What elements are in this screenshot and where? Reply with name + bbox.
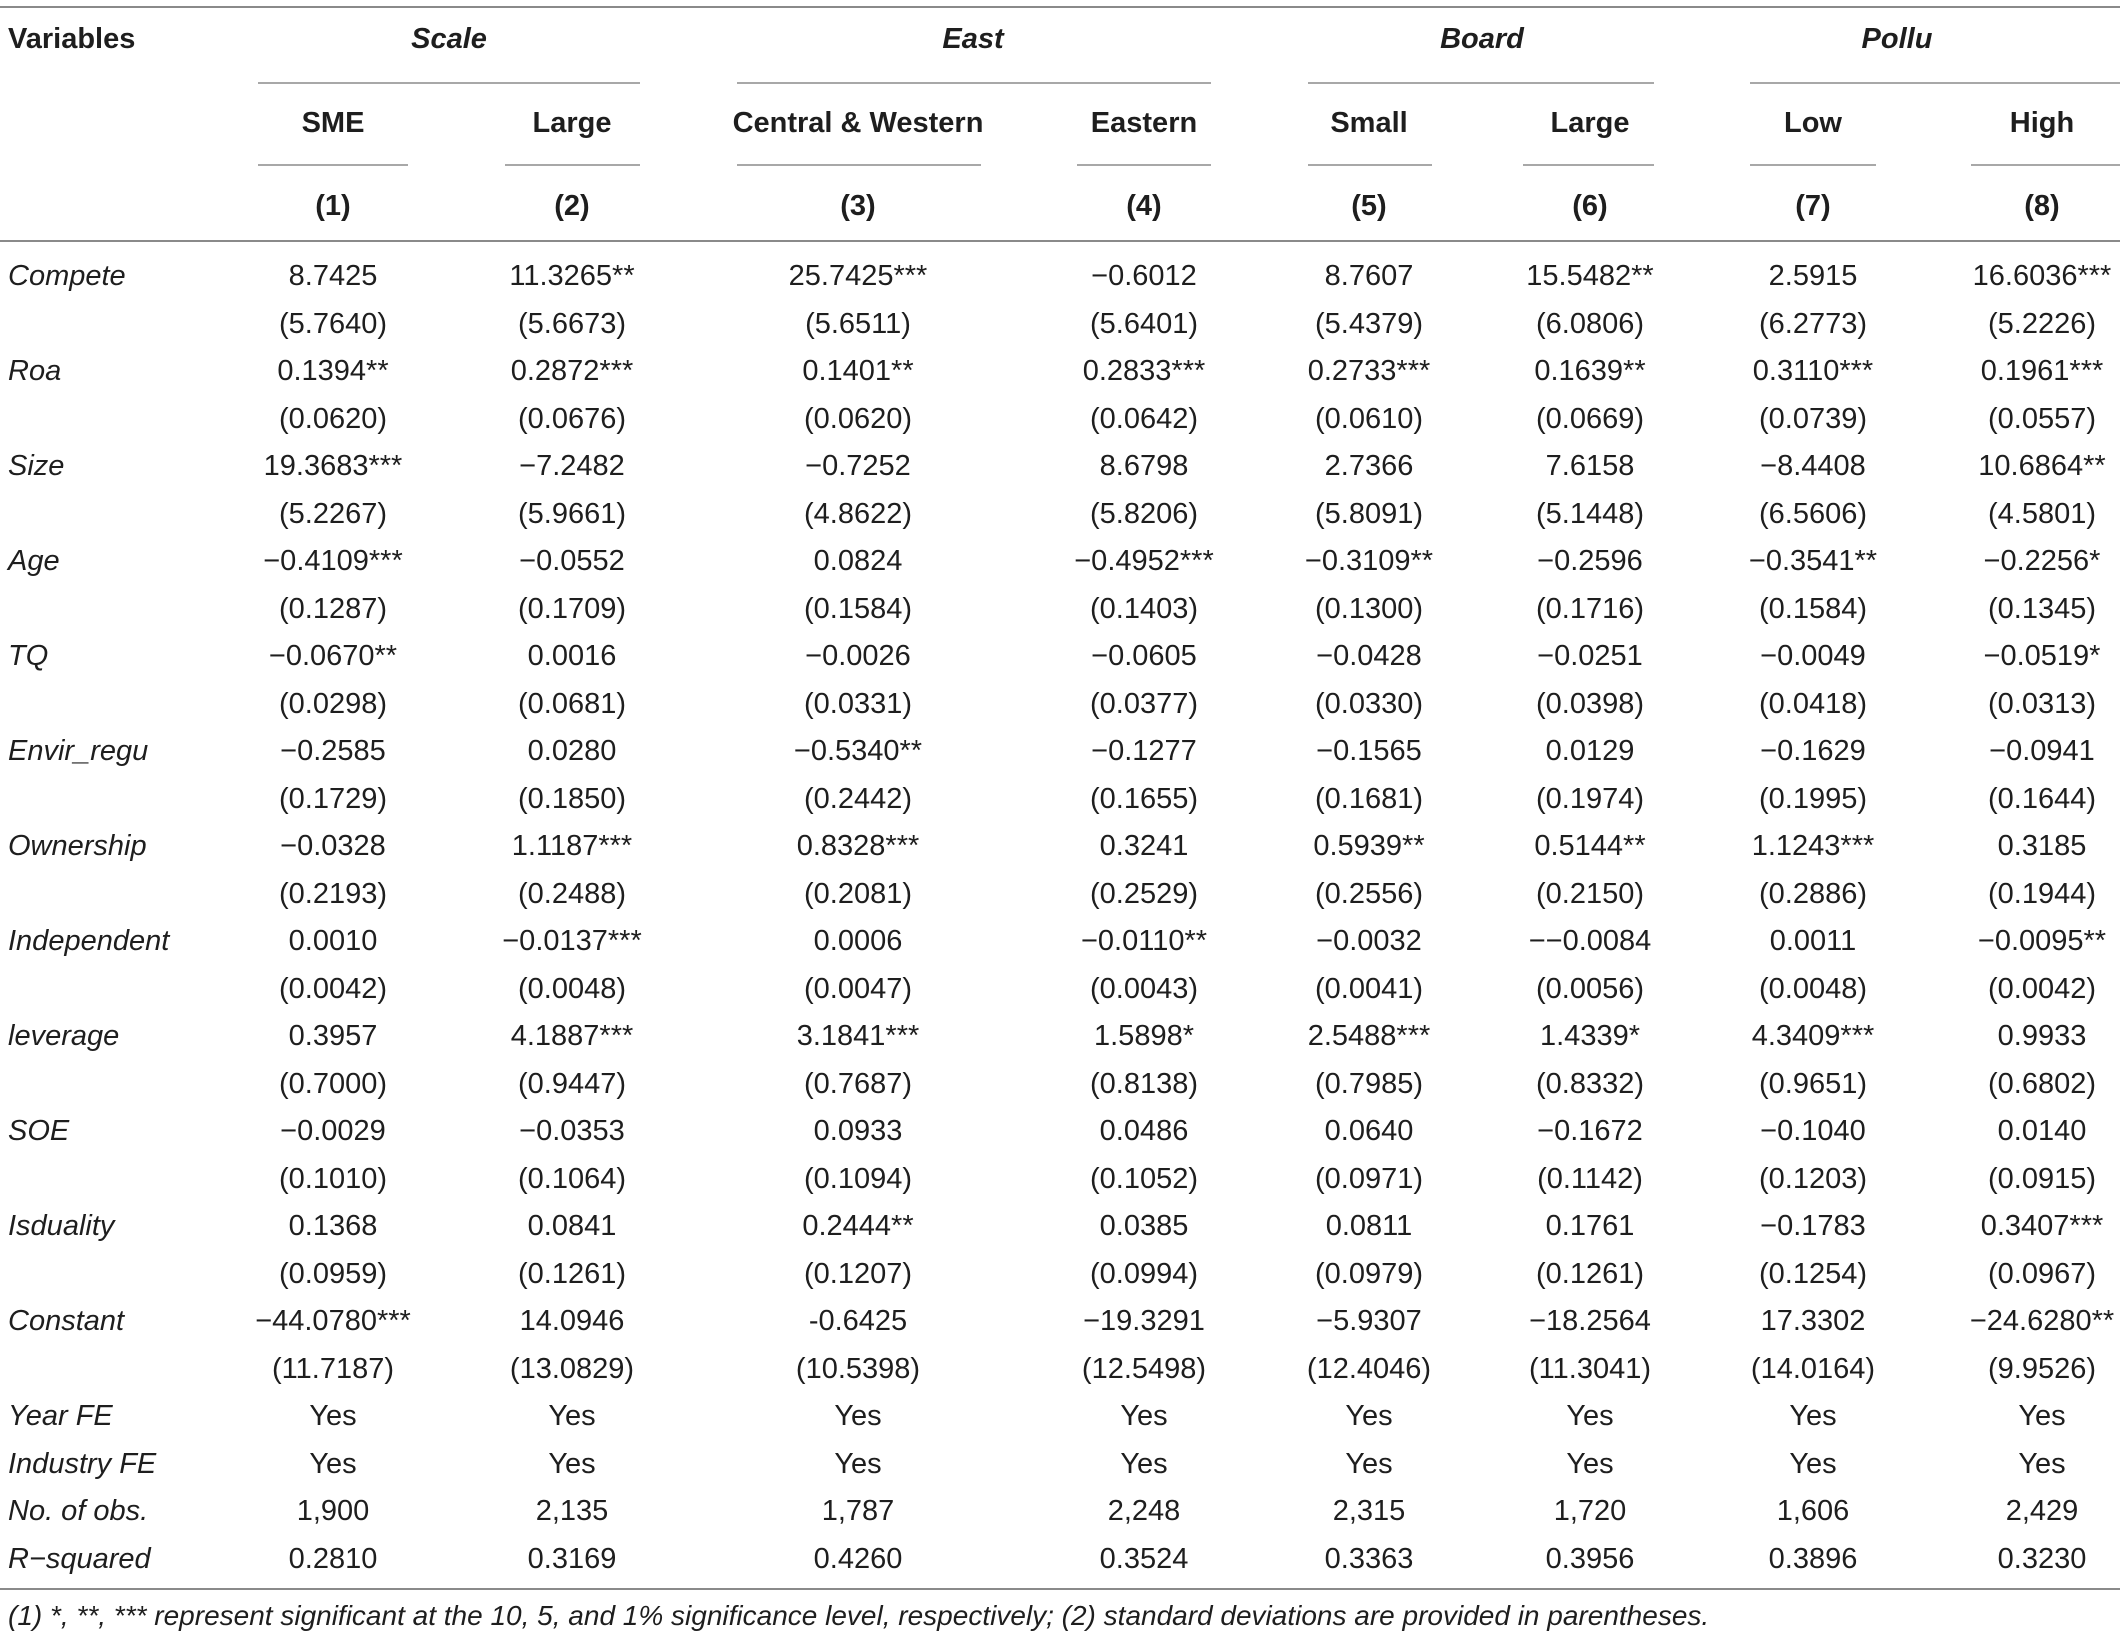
std-error-cell: (0.1403) xyxy=(1089,593,1199,625)
std-error-cell: (0.1261) xyxy=(517,1258,627,1290)
std-error-cell: (14.0164) xyxy=(1750,1353,1876,1385)
coefficient-cell: 2.7366 xyxy=(1324,450,1414,482)
coefficient-cell: −0.5340** xyxy=(793,735,923,767)
col-number-8: (8) xyxy=(2024,190,2060,222)
coefficient-cell: −0.0251 xyxy=(1537,640,1643,672)
std-error-cell: (0.1287) xyxy=(278,593,388,625)
std-error-cell: (5.2267) xyxy=(278,498,388,530)
std-error-cell: (0.7000) xyxy=(278,1068,388,1100)
coefficient-cell: −0.0026 xyxy=(805,640,911,672)
col-number-6: (6) xyxy=(1572,190,1608,222)
subgroup-small: Small xyxy=(1330,107,1408,139)
coefficient-cell: 0.0280 xyxy=(527,735,617,767)
std-error-cell: (5.6673) xyxy=(517,308,627,340)
coefficient-cell: −0.0519* xyxy=(1983,640,2101,672)
summary-cell: 1,606 xyxy=(1776,1495,1850,1527)
coefficient-cell: 7.6158 xyxy=(1545,450,1635,482)
std-error-cell: (0.1300) xyxy=(1314,593,1424,625)
summary-cell: Yes xyxy=(834,1448,882,1480)
coefficient-cell: 0.2733*** xyxy=(1307,355,1431,387)
summary-cell: 1,787 xyxy=(821,1495,895,1527)
summary-cell: Yes xyxy=(548,1448,596,1480)
coefficient-cell: −44.0780*** xyxy=(255,1305,411,1337)
std-error-cell: (0.0043) xyxy=(1089,973,1199,1005)
std-error-cell: (0.0398) xyxy=(1535,688,1645,720)
row-label: leverage xyxy=(8,1020,120,1052)
coefficient-cell: 15.5482** xyxy=(1526,260,1654,292)
coefficient-cell: −0.3109** xyxy=(1304,545,1434,577)
std-error-cell: (0.0979) xyxy=(1314,1258,1424,1290)
coefficient-cell: 0.1401** xyxy=(802,355,914,387)
std-error-cell: (0.0313) xyxy=(1987,688,2097,720)
summary-cell: 0.2810 xyxy=(288,1543,378,1575)
group-header-board: Board xyxy=(1440,23,1524,55)
std-error-cell: (4.8622) xyxy=(803,498,913,530)
coefficient-cell: 25.7425*** xyxy=(788,260,928,292)
subgroup-rule-2 xyxy=(505,164,640,166)
summary-cell: Yes xyxy=(1566,1400,1614,1432)
std-error-cell: (0.1584) xyxy=(803,593,913,625)
std-error-cell: (0.1709) xyxy=(517,593,627,625)
std-error-cell: (5.2226) xyxy=(1987,308,2097,340)
std-error-cell: (0.0041) xyxy=(1314,973,1424,1005)
group-rule-scale xyxy=(258,82,640,84)
coefficient-cell: 16.6036*** xyxy=(1972,260,2112,292)
std-error-cell: (6.5606) xyxy=(1758,498,1868,530)
subgroup-rule-6 xyxy=(1523,164,1654,166)
row-label: Roa xyxy=(8,355,62,387)
std-error-cell: (0.0669) xyxy=(1535,403,1645,435)
std-error-cell: (0.0642) xyxy=(1089,403,1199,435)
coefficient-cell: 0.1639** xyxy=(1534,355,1646,387)
coefficient-cell: 0.8328*** xyxy=(796,830,920,862)
coefficient-cell: −0.1565 xyxy=(1316,735,1422,767)
coefficient-cell: 19.3683*** xyxy=(263,450,403,482)
coefficient-cell: 2.5915 xyxy=(1768,260,1858,292)
coefficient-cell: 0.1961*** xyxy=(1980,355,2104,387)
std-error-cell: (5.8091) xyxy=(1314,498,1424,530)
summary-cell: 0.3524 xyxy=(1099,1543,1189,1575)
std-error-cell: (0.0048) xyxy=(1758,973,1868,1005)
std-error-cell: (0.0620) xyxy=(278,403,388,435)
std-error-cell: (4.5801) xyxy=(1987,498,2097,530)
coefficient-cell: 0.5144** xyxy=(1534,830,1646,862)
std-error-cell: (0.0377) xyxy=(1089,688,1199,720)
std-error-cell: (0.0047) xyxy=(803,973,913,1005)
coefficient-cell: -0.6425 xyxy=(808,1305,908,1337)
coefficient-cell: −5.9307 xyxy=(1316,1305,1422,1337)
std-error-cell: (0.1850) xyxy=(517,783,627,815)
summary-cell: 2,248 xyxy=(1107,1495,1181,1527)
coefficient-cell: −0.0428 xyxy=(1316,640,1422,672)
summary-cell: 0.3363 xyxy=(1324,1543,1414,1575)
col-number-5: (5) xyxy=(1351,190,1387,222)
summary-cell: Yes xyxy=(309,1400,357,1432)
summary-cell: 2,315 xyxy=(1332,1495,1406,1527)
std-error-cell: (0.0620) xyxy=(803,403,913,435)
coefficient-cell: 0.0824 xyxy=(813,545,903,577)
std-error-cell: (0.2150) xyxy=(1535,878,1645,910)
coefficient-cell: −0.0032 xyxy=(1316,925,1422,957)
std-error-cell: (12.5498) xyxy=(1081,1353,1207,1385)
coefficient-cell: −0.2585 xyxy=(280,735,386,767)
subgroup-rule-4 xyxy=(1077,164,1211,166)
coefficient-cell: 0.3407*** xyxy=(1980,1210,2104,1242)
std-error-cell: (0.1094) xyxy=(803,1163,913,1195)
summary-cell: 0.3956 xyxy=(1545,1543,1635,1575)
coefficient-cell: 0.1394** xyxy=(277,355,389,387)
coefficient-cell: 0.3957 xyxy=(288,1020,378,1052)
summary-cell: 1,900 xyxy=(296,1495,370,1527)
coefficient-cell: 0.0010 xyxy=(288,925,378,957)
std-error-cell: (0.8332) xyxy=(1535,1068,1645,1100)
std-error-cell: (0.2886) xyxy=(1758,878,1868,910)
coefficient-cell: 0.0129 xyxy=(1545,735,1635,767)
coefficient-cell: −7.2482 xyxy=(519,450,625,482)
coefficient-cell: 0.0140 xyxy=(1997,1115,2087,1147)
coefficient-cell: −0.1040 xyxy=(1760,1115,1866,1147)
subgroup-rule-5 xyxy=(1308,164,1432,166)
coefficient-cell: −24.6280** xyxy=(1969,1305,2115,1337)
group-header-scale: Scale xyxy=(411,23,487,55)
std-error-cell: (0.1584) xyxy=(1758,593,1868,625)
coefficient-cell: 10.6864** xyxy=(1978,450,2106,482)
coefficient-cell: −0.4109*** xyxy=(263,545,403,577)
coefficient-cell: −0.0137*** xyxy=(502,925,642,957)
summary-cell: 2,429 xyxy=(2005,1495,2079,1527)
coefficient-cell: 17.3302 xyxy=(1760,1305,1866,1337)
std-error-cell: (5.8206) xyxy=(1089,498,1199,530)
std-error-cell: (0.9651) xyxy=(1758,1068,1868,1100)
std-error-cell: (6.2773) xyxy=(1758,308,1868,340)
coefficient-cell: 0.0933 xyxy=(813,1115,903,1147)
coefficient-cell: −0.1672 xyxy=(1537,1115,1643,1147)
coefficient-cell: −0.7252 xyxy=(805,450,911,482)
summary-cell: Yes xyxy=(1566,1448,1614,1480)
subgroup-large-board: Large xyxy=(1550,107,1630,139)
coefficient-cell: 0.2444** xyxy=(802,1210,914,1242)
std-error-cell: (0.1207) xyxy=(803,1258,913,1290)
summary-cell: 0.3230 xyxy=(1997,1543,2087,1575)
std-error-cell: (0.0994) xyxy=(1089,1258,1199,1290)
coefficient-cell: −0.4952*** xyxy=(1074,545,1214,577)
coefficient-cell: 11.3265** xyxy=(509,260,635,292)
std-error-cell: (0.0610) xyxy=(1314,403,1424,435)
coefficient-cell: 2.5488*** xyxy=(1307,1020,1431,1052)
coefficient-cell: 0.0841 xyxy=(527,1210,617,1242)
coefficient-cell: 3.1841*** xyxy=(796,1020,920,1052)
std-error-cell: (0.0331) xyxy=(803,688,913,720)
std-error-cell: (0.1203) xyxy=(1758,1163,1868,1195)
std-error-cell: (0.1064) xyxy=(517,1163,627,1195)
coefficient-cell: 0.0385 xyxy=(1099,1210,1189,1242)
coefficient-cell: 4.3409*** xyxy=(1751,1020,1875,1052)
coefficient-cell: −0.0353 xyxy=(519,1115,625,1147)
coefficient-cell: −8.4408 xyxy=(1760,450,1866,482)
coefficient-cell: 0.0486 xyxy=(1099,1115,1189,1147)
std-error-cell: (0.1716) xyxy=(1535,593,1645,625)
std-error-cell: (0.0959) xyxy=(278,1258,388,1290)
summary-row-label: Year FE xyxy=(8,1400,113,1432)
std-error-cell: (0.1254) xyxy=(1758,1258,1868,1290)
coefficient-cell: −0.0029 xyxy=(280,1115,386,1147)
subgroup-eastern: Eastern xyxy=(1090,107,1198,139)
std-error-cell: (0.1052) xyxy=(1089,1163,1199,1195)
subgroup-sme: SME xyxy=(301,107,365,139)
std-error-cell: (5.6511) xyxy=(805,308,911,340)
coefficient-cell: 0.3185 xyxy=(1997,830,2087,862)
std-error-cell: (0.0048) xyxy=(517,973,627,1005)
std-error-cell: (0.8138) xyxy=(1089,1068,1199,1100)
coefficient-cell: −0.1783 xyxy=(1760,1210,1866,1242)
std-error-cell: (9.9526) xyxy=(1987,1353,2097,1385)
std-error-cell: (5.6401) xyxy=(1089,308,1199,340)
summary-row-label: No. of obs. xyxy=(8,1495,149,1527)
coefficient-cell: 0.1761 xyxy=(1545,1210,1635,1242)
coefficient-cell: 0.2833*** xyxy=(1082,355,1206,387)
coefficient-cell: −0.0328 xyxy=(280,830,386,862)
variables-header: Variables xyxy=(8,23,136,55)
table-bottom-rule xyxy=(0,1588,2120,1590)
coefficient-cell: −0.1277 xyxy=(1091,735,1197,767)
col-number-4: (4) xyxy=(1126,190,1162,222)
std-error-cell: (0.2442) xyxy=(803,783,913,815)
coefficient-cell: 1.1187*** xyxy=(511,830,633,862)
std-error-cell: (0.0557) xyxy=(1987,403,2097,435)
std-error-cell: (0.1944) xyxy=(1987,878,2097,910)
std-error-cell: (0.1142) xyxy=(1537,1163,1643,1195)
col-number-7: (7) xyxy=(1795,190,1831,222)
coefficient-cell: −0.6012 xyxy=(1091,260,1197,292)
row-label: TQ xyxy=(8,640,49,672)
std-error-cell: (0.0676) xyxy=(517,403,627,435)
coefficient-cell: 14.0946 xyxy=(519,1305,625,1337)
group-rule-pollu xyxy=(1750,82,2120,84)
coefficient-cell: −0.0110** xyxy=(1080,925,1208,957)
coefficient-cell: 0.0006 xyxy=(813,925,903,957)
summary-cell: 2,135 xyxy=(535,1495,609,1527)
std-error-cell: (10.5398) xyxy=(795,1353,921,1385)
summary-cell: 0.3169 xyxy=(527,1543,617,1575)
row-label: Independent xyxy=(8,925,170,957)
coefficient-cell: 8.7425 xyxy=(288,260,378,292)
coefficient-cell: −18.2564 xyxy=(1529,1305,1651,1337)
coefficient-cell: 0.0811 xyxy=(1325,1210,1413,1242)
group-header-pollu: Pollu xyxy=(1861,23,1933,55)
std-error-cell: (13.0829) xyxy=(509,1353,635,1385)
std-error-cell: (0.0330) xyxy=(1314,688,1424,720)
std-error-cell: (0.7985) xyxy=(1314,1068,1424,1100)
summary-cell: Yes xyxy=(1120,1448,1168,1480)
std-error-cell: (0.6802) xyxy=(1987,1068,2097,1100)
std-error-cell: (5.9661) xyxy=(517,498,627,530)
summary-cell: Yes xyxy=(2018,1448,2066,1480)
row-label: Size xyxy=(8,450,65,482)
header-bottom-rule xyxy=(0,240,2120,242)
summary-cell: Yes xyxy=(309,1448,357,1480)
group-rule-board xyxy=(1308,82,1654,84)
std-error-cell: (0.0971) xyxy=(1314,1163,1424,1195)
std-error-cell: (0.0739) xyxy=(1758,403,1868,435)
std-error-cell: (0.0298) xyxy=(278,688,388,720)
row-label: Age xyxy=(8,545,60,577)
summary-cell: 1,720 xyxy=(1553,1495,1627,1527)
coefficient-cell: −0.2596 xyxy=(1537,545,1643,577)
coefficient-cell: 0.3110*** xyxy=(1752,355,1874,387)
table-top-rule xyxy=(0,6,2120,8)
row-label: Ownership xyxy=(8,830,147,862)
coefficient-cell: 0.2872*** xyxy=(510,355,634,387)
col-number-3: (3) xyxy=(840,190,876,222)
coefficient-cell: −19.3291 xyxy=(1083,1305,1205,1337)
coefficient-cell: 8.6798 xyxy=(1099,450,1189,482)
summary-cell: Yes xyxy=(1789,1400,1837,1432)
coefficient-cell: −0.0049 xyxy=(1760,640,1866,672)
std-error-cell: (0.9447) xyxy=(517,1068,627,1100)
col-number-1: (1) xyxy=(315,190,351,222)
coefficient-cell: 4.1887*** xyxy=(510,1020,634,1052)
subgroup-high: High xyxy=(2009,107,2075,139)
summary-cell: Yes xyxy=(1789,1448,1837,1480)
std-error-cell: (0.0042) xyxy=(278,973,388,1005)
coefficient-cell: 0.9933 xyxy=(1997,1020,2087,1052)
coefficient-cell: 8.7607 xyxy=(1324,260,1414,292)
std-error-cell: (0.0681) xyxy=(517,688,627,720)
summary-cell: Yes xyxy=(1120,1400,1168,1432)
std-error-cell: (0.2488) xyxy=(517,878,627,910)
std-error-cell: (0.0418) xyxy=(1758,688,1868,720)
std-error-cell: (6.0806) xyxy=(1535,308,1645,340)
subgroup-rule-8 xyxy=(1971,164,2120,166)
subgroup-low: Low xyxy=(1784,107,1842,139)
std-error-cell: (12.4046) xyxy=(1306,1353,1432,1385)
coefficient-cell: 1.1243*** xyxy=(1751,830,1875,862)
row-label: Constant xyxy=(8,1305,125,1337)
std-error-cell: (0.1655) xyxy=(1089,783,1199,815)
std-error-cell: (0.0915) xyxy=(1987,1163,2097,1195)
summary-cell: Yes xyxy=(2018,1400,2066,1432)
subgroup-rule-7 xyxy=(1750,164,1876,166)
std-error-cell: (0.1010) xyxy=(278,1163,388,1195)
group-rule-east xyxy=(737,82,1211,84)
std-error-cell: (0.2193) xyxy=(278,878,388,910)
std-error-cell: (0.1729) xyxy=(278,783,388,815)
summary-cell: 0.4260 xyxy=(813,1543,903,1575)
group-header-east: East xyxy=(942,23,1004,55)
coefficient-cell: −0.1629 xyxy=(1760,735,1866,767)
coefficient-cell: −−0.0084 xyxy=(1528,925,1652,957)
std-error-cell: (5.1448) xyxy=(1535,498,1645,530)
coefficient-cell: 1.5898* xyxy=(1094,1020,1194,1052)
std-error-cell: (0.1261) xyxy=(1535,1258,1645,1290)
std-error-cell: (5.4379) xyxy=(1314,308,1424,340)
row-label: SOE xyxy=(8,1115,70,1147)
coefficient-cell: −0.0941 xyxy=(1989,735,2095,767)
subgroup-rule-3 xyxy=(737,164,981,166)
coefficient-cell: 0.5939** xyxy=(1313,830,1425,862)
coefficient-cell: 0.0640 xyxy=(1324,1115,1414,1147)
summary-cell: 0.3896 xyxy=(1768,1543,1858,1575)
subgroup-large-scale: Large xyxy=(532,107,612,139)
summary-row-label: Industry FE xyxy=(8,1448,157,1480)
subgroup-central-western: Central & Western xyxy=(732,107,984,139)
row-label: Isduality xyxy=(8,1210,115,1242)
std-error-cell: (0.0042) xyxy=(1987,973,2097,1005)
std-error-cell: (11.3041) xyxy=(1529,1353,1651,1385)
summary-cell: Yes xyxy=(548,1400,596,1432)
std-error-cell: (0.1345) xyxy=(1987,593,2097,625)
coefficient-cell: −0.2256* xyxy=(1983,545,2101,577)
coefficient-cell: −0.0552 xyxy=(519,545,625,577)
coefficient-cell: 1.4339* xyxy=(1540,1020,1640,1052)
std-error-cell: (0.2081) xyxy=(803,878,913,910)
summary-cell: Yes xyxy=(834,1400,882,1432)
table-footnote: (1) *, **, *** represent significant at the 10, 5, and 1% significance level, respectively; (2) standard deviations are provided in parentheses. xyxy=(8,1600,1710,1631)
subgroup-rule-1 xyxy=(258,164,408,166)
coefficient-cell: −0.0670** xyxy=(268,640,398,672)
coefficient-cell: −0.0095** xyxy=(1977,925,2107,957)
summary-row-label: R−squared xyxy=(8,1543,151,1575)
std-error-cell: (0.1681) xyxy=(1314,783,1424,815)
std-error-cell: (0.0967) xyxy=(1987,1258,2097,1290)
std-error-cell: (0.1644) xyxy=(1987,783,2097,815)
coefficient-cell: −0.3541** xyxy=(1748,545,1878,577)
summary-cell: Yes xyxy=(1345,1400,1393,1432)
coefficient-cell: 0.0016 xyxy=(527,640,617,672)
std-error-cell: (11.7187) xyxy=(272,1353,394,1385)
row-label: Compete xyxy=(8,260,126,292)
std-error-cell: (0.1995) xyxy=(1758,783,1868,815)
col-number-2: (2) xyxy=(554,190,590,222)
row-label: Envir_regu xyxy=(8,735,149,767)
std-error-cell: (0.7687) xyxy=(803,1068,913,1100)
std-error-cell: (0.2556) xyxy=(1314,878,1424,910)
std-error-cell: (5.7640) xyxy=(278,308,388,340)
summary-cell: Yes xyxy=(1345,1448,1393,1480)
coefficient-cell: 0.1368 xyxy=(288,1210,378,1242)
coefficient-cell: 0.0011 xyxy=(1769,925,1857,957)
std-error-cell: (0.0056) xyxy=(1535,973,1645,1005)
coefficient-cell: 0.3241 xyxy=(1099,830,1189,862)
std-error-cell: (0.2529) xyxy=(1089,878,1199,910)
std-error-cell: (0.1974) xyxy=(1535,783,1645,815)
coefficient-cell: −0.0605 xyxy=(1091,640,1197,672)
